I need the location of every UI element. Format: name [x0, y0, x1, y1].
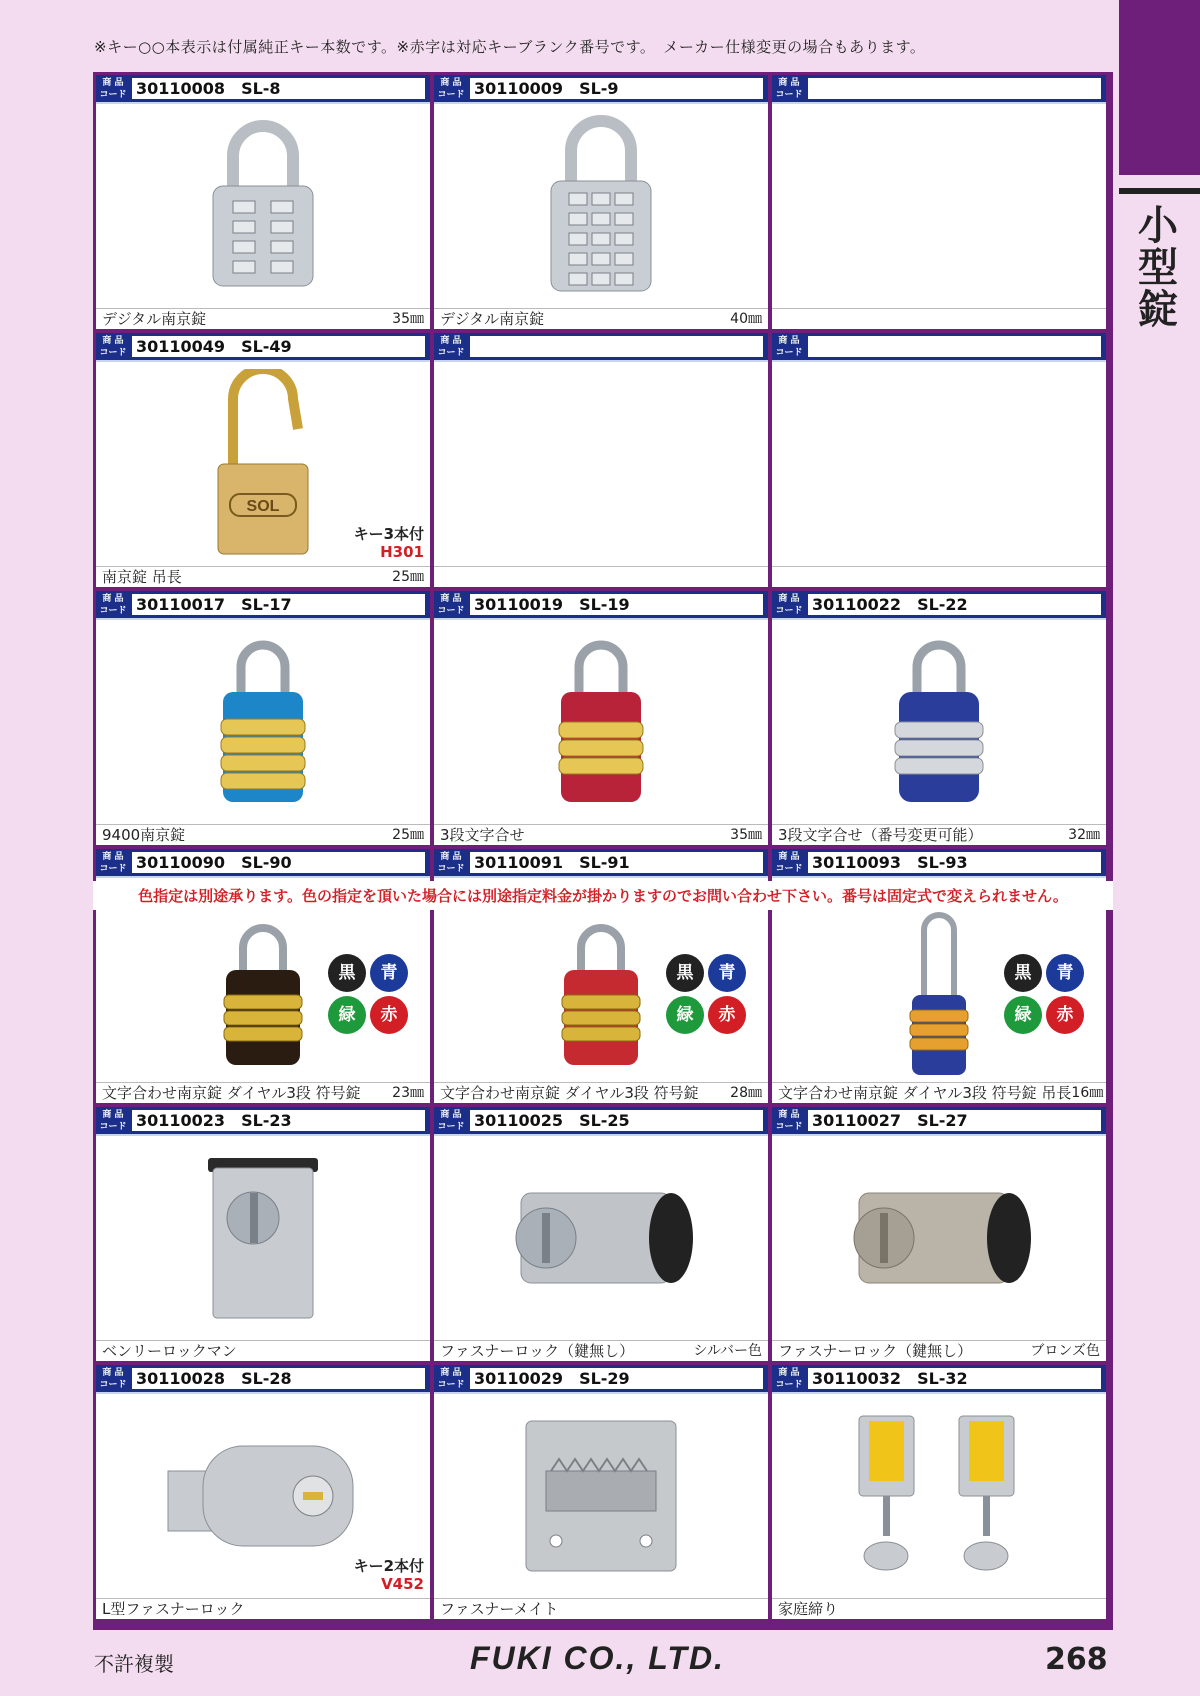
key-count-note	[354, 1557, 424, 1593]
product-code-tag: 商 品 コード	[99, 594, 127, 616]
product-code: 30110022 SL-22	[808, 594, 1101, 615]
product-size: 35㎜	[730, 827, 762, 843]
product-code-header	[96, 333, 430, 362]
side-title-char: 型	[1138, 245, 1178, 291]
product-cell	[96, 1365, 430, 1619]
product-footer	[434, 824, 768, 845]
product-footer	[772, 1082, 1106, 1103]
product-size: 25㎜	[392, 827, 424, 843]
product-image	[772, 1136, 1106, 1339]
product-code: 30110091 SL-91	[470, 852, 763, 873]
product-name: デジタル南京錠	[102, 310, 207, 328]
svg-text:SOL: SOL	[246, 497, 280, 515]
product-code-tag: 商 品 コード	[437, 852, 465, 874]
color-dot: 青	[708, 954, 746, 992]
product-name: L型ファスナーロック	[102, 1600, 245, 1618]
product-code-header	[434, 333, 768, 362]
product-cell	[96, 333, 430, 587]
product-code	[470, 336, 763, 357]
color-option-note: 色指定は別途承ります。色の指定を頂いた場合には別途指定料金が掛かりますのでお問い合わせ下さい。番号は固定式で変えられません。	[93, 881, 1113, 910]
product-size: シルバー色	[693, 1343, 762, 1359]
product-code: 30110028 SL-28	[132, 1368, 425, 1389]
product-image	[772, 620, 1106, 823]
product-code-tag: 商 品 コード	[775, 594, 803, 616]
product-cell	[772, 1365, 1106, 1619]
product-cell	[434, 333, 768, 587]
product-code-header	[96, 75, 430, 104]
product-code-tag: 商 品 コード	[437, 594, 465, 616]
product-code-header	[96, 849, 430, 878]
product-footer	[772, 308, 1106, 329]
product-code-tag: 商 品 コード	[775, 78, 803, 100]
product-name: ファスナーメイト	[440, 1600, 559, 1618]
color-dot: 緑	[666, 996, 704, 1034]
product-code-header	[434, 1107, 768, 1136]
product-name: 文字合わせ南京錠 ダイヤル3段 符号錠	[440, 1084, 699, 1102]
header-note: ※キー○○本表示は付属純正キー本数です。※赤字は対応キーブランク番号です。 メーカー仕様変更の場合もあります。	[94, 38, 926, 56]
product-name: ベンリーロックマン	[102, 1342, 237, 1360]
product-code: 30110049 SL-49	[132, 336, 425, 357]
product-size: 16㎜	[1071, 1085, 1104, 1101]
product-code-tag: 商 品 コード	[775, 852, 803, 874]
color-dot: 黒	[328, 954, 366, 992]
product-cell	[434, 75, 768, 329]
product-footer	[434, 1340, 768, 1361]
product-code: 30110093 SL-93	[808, 852, 1101, 873]
product-code-header	[772, 591, 1106, 620]
product-footer	[772, 824, 1106, 845]
key-count: キー2本付	[353, 1557, 424, 1575]
product-cell	[772, 1107, 1106, 1361]
product-cell	[772, 333, 1106, 587]
product-footer	[434, 1082, 768, 1103]
product-image	[434, 1394, 768, 1597]
product-name: 3段文字合せ（番号変更可能）	[778, 826, 983, 844]
product-name: 文字合わせ南京錠 ダイヤル3段 符号錠	[102, 1084, 361, 1102]
product-code-tag: 商 品 コード	[775, 1110, 803, 1132]
product-size: 35㎜	[392, 311, 424, 327]
product-name: 家庭締り	[778, 1600, 839, 1618]
product-image	[772, 104, 1106, 307]
product-footer	[772, 1598, 1106, 1619]
product-code-header	[434, 1365, 768, 1394]
product-code: 30110023 SL-23	[132, 1110, 425, 1131]
product-code: 30110090 SL-90	[132, 852, 425, 873]
product-code	[808, 336, 1101, 357]
product-code-tag: 商 品 コード	[99, 1368, 127, 1390]
product-size: 25㎜	[392, 569, 424, 585]
side-title	[1128, 205, 1188, 331]
product-footer	[434, 566, 768, 587]
color-options	[654, 954, 734, 1038]
product-code-tag: 商 品 コード	[437, 78, 465, 100]
product-name: ファスナーロック（鍵無し）	[778, 1342, 973, 1360]
product-code-header	[434, 75, 768, 104]
color-dot: 青	[1046, 954, 1084, 992]
product-code: 30110027 SL-27	[808, 1110, 1101, 1131]
product-cell	[434, 1365, 768, 1619]
product-code-header	[772, 333, 1106, 362]
product-code-header	[772, 1107, 1106, 1136]
company-brand: FUKI CO., LTD.	[470, 1640, 725, 1676]
product-cell	[434, 1107, 768, 1361]
product-code-tag: 商 品 コード	[99, 78, 127, 100]
copyright-notice: 不許複製	[94, 1652, 174, 1676]
product-footer	[772, 1340, 1106, 1361]
side-rule	[1119, 188, 1200, 194]
color-options	[992, 954, 1072, 1038]
product-code-tag: 商 品 コード	[775, 336, 803, 358]
product-cell	[772, 75, 1106, 329]
product-code-tag: 商 品 コード	[99, 852, 127, 874]
product-image	[96, 104, 430, 307]
product-name: 南京錠 吊長	[102, 568, 182, 586]
product-code-header	[434, 591, 768, 620]
product-code-header	[772, 75, 1106, 104]
product-size: 23㎜	[392, 1085, 424, 1101]
color-dot: 黒	[1004, 954, 1042, 992]
key-count: キー3本付	[353, 525, 424, 543]
product-code: 30110008 SL-8	[132, 78, 425, 99]
product-code-header	[96, 1107, 430, 1136]
product-cell	[96, 75, 430, 329]
product-size: ブロンズ色	[1030, 1343, 1100, 1359]
product-footer	[96, 566, 430, 587]
product-code: 30110029 SL-29	[470, 1368, 763, 1389]
side-tab-block	[1119, 0, 1200, 175]
product-name: 3段文字合せ	[440, 826, 525, 844]
product-code: 30110009 SL-9	[470, 78, 763, 99]
product-code-header	[96, 1365, 430, 1394]
product-size: 40㎜	[730, 311, 762, 327]
product-code-header	[772, 1365, 1106, 1394]
product-code: 30110017 SL-17	[132, 594, 425, 615]
product-image	[96, 620, 430, 823]
page-number: 268	[1045, 1642, 1108, 1677]
product-code-tag: 商 品 コード	[437, 336, 465, 358]
color-dot: 緑	[1004, 996, 1042, 1034]
color-dot: 黒	[666, 954, 704, 992]
color-dot: 緑	[328, 996, 366, 1034]
product-code: 30110025 SL-25	[470, 1110, 763, 1131]
key-blank-number: H301	[380, 543, 424, 561]
side-title-char: 小	[1138, 203, 1178, 249]
color-dot: 赤	[370, 996, 408, 1034]
product-image	[434, 620, 768, 823]
product-size: 28㎜	[730, 1085, 762, 1101]
color-dot: 赤	[708, 996, 746, 1034]
product-size: 32㎜	[1068, 827, 1100, 843]
product-cell	[434, 591, 768, 845]
product-cell	[772, 591, 1106, 845]
product-image	[434, 104, 768, 307]
color-dot: 赤	[1046, 996, 1084, 1034]
product-footer	[96, 824, 430, 845]
key-count-note	[354, 525, 424, 561]
product-footer	[96, 308, 430, 329]
product-image	[772, 1394, 1106, 1597]
product-name: 9400南京錠	[102, 826, 186, 844]
product-code-tag: 商 品 コード	[437, 1110, 465, 1132]
product-image	[434, 1136, 768, 1339]
side-title-char: 錠	[1138, 287, 1178, 333]
product-footer	[772, 566, 1106, 587]
product-footer	[96, 1598, 430, 1619]
product-footer	[96, 1082, 430, 1103]
product-code-tag: 商 品 コード	[99, 336, 127, 358]
product-code: 30110032 SL-32	[808, 1368, 1101, 1389]
product-code-header	[96, 591, 430, 620]
product-name: デジタル南京錠	[440, 310, 545, 328]
product-cell	[96, 591, 430, 845]
product-image	[96, 1136, 430, 1339]
product-code-header	[434, 849, 768, 878]
product-code-tag: 商 品 コード	[775, 1368, 803, 1390]
color-dot: 青	[370, 954, 408, 992]
product-name: 文字合わせ南京錠 ダイヤル3段 符号錠 吊長	[778, 1084, 1072, 1102]
product-grid	[93, 72, 1113, 1630]
product-code-header	[772, 849, 1106, 878]
product-footer	[96, 1340, 430, 1361]
product-code	[808, 78, 1101, 99]
product-image	[772, 362, 1106, 565]
product-footer	[434, 308, 768, 329]
key-blank-number: V452	[381, 1575, 424, 1593]
product-name: ファスナーロック（鍵無し）	[440, 1342, 635, 1360]
product-code-tag: 商 品 コード	[437, 1368, 465, 1390]
product-cell	[96, 1107, 430, 1361]
color-options	[316, 954, 396, 1038]
product-code: 30110019 SL-19	[470, 594, 763, 615]
product-image	[434, 362, 768, 565]
product-footer	[434, 1598, 768, 1619]
product-code-tag: 商 品 コード	[99, 1110, 127, 1132]
